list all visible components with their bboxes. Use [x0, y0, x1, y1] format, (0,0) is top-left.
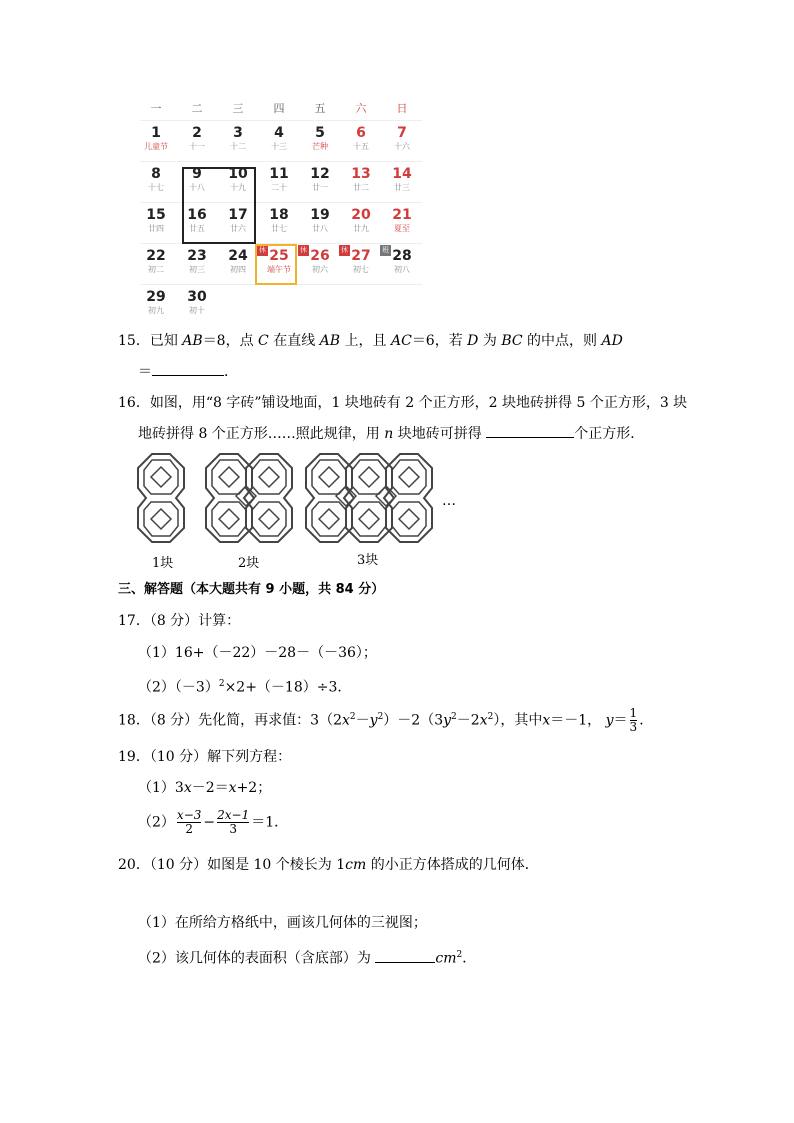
- calendar-day-number: 8: [151, 166, 161, 182]
- calendar-day-lunar: 廿四: [148, 224, 164, 233]
- calendar-day: [218, 124, 258, 164]
- calendar-day-lunar: 端午节: [267, 265, 291, 274]
- q17-head: 17．（8 分）计算：: [118, 613, 241, 629]
- q15-line2: ＝ ．: [138, 361, 238, 382]
- calendar-weekday: 五: [314, 102, 326, 115]
- calendar-day-lunar: 十六: [394, 142, 410, 151]
- calendar-image: [136, 94, 426, 322]
- calendar-day-number: 5: [315, 125, 325, 141]
- calendar-day-lunar: 廿八: [312, 224, 328, 233]
- calendar-day-lunar: 廿三: [394, 183, 410, 192]
- q18-fraction: $\frac{1}{3}$: [629, 706, 638, 735]
- q20-answer-blank[interactable]: [375, 948, 435, 963]
- calendar-day-lunar: 廿二: [353, 183, 369, 192]
- calendar-day-number: 11: [269, 166, 289, 182]
- calendar-day-tag: 休: [259, 246, 266, 254]
- q15-answer-blank[interactable]: [152, 361, 224, 376]
- calendar-day: [259, 165, 299, 205]
- calendar-day-number: 12: [310, 166, 330, 182]
- calendar-day-number: 16: [187, 207, 207, 223]
- calendar-day-lunar: 夏至: [394, 224, 410, 233]
- calendar-day-lunar: 初九: [148, 306, 164, 315]
- calendar-day-lunar: 十一: [189, 142, 205, 151]
- calendar-day: [341, 124, 381, 164]
- calendar-weekday: 一: [150, 102, 162, 115]
- calendar-day-number: 30: [187, 289, 207, 305]
- calendar-day-lunar: 十七: [148, 183, 164, 192]
- calendar-day-number: 24: [228, 248, 248, 264]
- q18-line: 18．（8 分）先化简，再求值：$3(2x^2-y^2)-2(3y^2-2x^2)$，其中x＝－1， y＝ $\frac{1}{3}$ ．: [118, 706, 654, 735]
- calendar-day: [300, 165, 340, 205]
- calendar-day-number: 13: [351, 166, 371, 182]
- q20-line: 20．（10 分）如图是 10 个棱长为 1cm 的小正方体搭成的几何体．: [118, 857, 539, 873]
- calendar-day: [218, 247, 258, 287]
- calendar-weekday: 日: [396, 102, 408, 115]
- tile-group-2: [206, 454, 292, 542]
- calendar-day: [300, 124, 340, 164]
- calendar-day: [341, 165, 381, 205]
- calendar-selection-box: [182, 167, 256, 244]
- calendar-day-lunar: 廿九: [353, 224, 369, 233]
- calendar-day-number: 22: [146, 248, 166, 264]
- calendar-day-lunar: 十八: [189, 183, 205, 192]
- calendar-day-number: 10: [228, 166, 248, 182]
- tile-caption-2: 2块: [238, 556, 260, 571]
- calendar-weekday: 三: [232, 102, 244, 115]
- calendar-day-lunar: 二十: [271, 183, 287, 192]
- calendar-day-number: 25: [269, 248, 289, 264]
- calendar-day: [136, 124, 176, 164]
- calendar-day-tag: 休: [300, 246, 307, 254]
- calendar-day: [382, 165, 422, 205]
- q15-line1: 15．已知 AB＝8，点 C 在直线 AB 上，且 AC＝6，若 D 为 BC 的中点，则 AD: [118, 333, 623, 349]
- calendar-day: [136, 165, 176, 205]
- calendar-day-number: 28: [392, 248, 412, 264]
- tile-group-3: [306, 454, 432, 542]
- q17-part2: $(2)(-3)^2\times 2+(-18)\div 3$．: [138, 679, 352, 696]
- calendar-day-number: 7: [397, 125, 407, 141]
- calendar-day-tag: 休: [341, 246, 348, 254]
- calendar-day-number: 3: [233, 125, 243, 141]
- q19-part2: （2） $\frac{x-3}{2}$ − $\frac{2x-1}{3}$ ＝1．: [138, 808, 289, 836]
- calendar-day: [341, 206, 381, 246]
- tile-figure: [130, 452, 470, 548]
- calendar-day: [136, 206, 176, 246]
- calendar-day-number: 27: [351, 248, 371, 264]
- q19-fraction-2: $\frac{2x-1}{3}$: [217, 808, 250, 836]
- calendar-day-number: 17: [228, 207, 248, 223]
- calendar-weekday: 二: [191, 102, 203, 115]
- calendar-row-divider: [140, 120, 422, 121]
- calendar-day-lunar: 初四: [230, 265, 246, 274]
- calendar-day: [300, 247, 340, 287]
- calendar-day: [382, 206, 422, 246]
- calendar-day: [259, 206, 299, 246]
- calendar-day-lunar: 初六: [312, 265, 328, 274]
- calendar-day: [177, 247, 217, 287]
- calendar-day-lunar: 初七: [353, 265, 369, 274]
- calendar-day-number: 21: [392, 207, 412, 223]
- calendar-day-number: 2: [192, 125, 202, 141]
- calendar-day-lunar: 廿一: [312, 183, 328, 192]
- q16-answer-blank[interactable]: [486, 423, 574, 438]
- calendar-day-number: 20: [351, 207, 371, 223]
- calendar-day-number: 6: [356, 125, 366, 141]
- calendar-day-number: 1: [151, 125, 161, 141]
- calendar-day-lunar: 十五: [353, 142, 369, 151]
- calendar-day: [382, 247, 422, 287]
- tile-group-1: [138, 454, 184, 542]
- q16-line2: 地砖拼得 8 个正方形……照此规律，用 n 块地砖可拼得 个正方形．: [138, 423, 644, 444]
- calendar-day-lunar: 儿童节: [144, 142, 168, 151]
- calendar-weekday: 四: [273, 102, 285, 115]
- calendar-day-number: 14: [392, 166, 412, 182]
- q19-fraction-1: $\frac{x-3}{2}$: [176, 808, 202, 836]
- calendar-day-number: 9: [192, 166, 202, 182]
- tile-caption-3: 3块: [357, 553, 379, 568]
- q16-line1: 16．如图，用“8 字砖”铺设地面，1 块地砖有 2 个正方形，2 块地砖拼得 5 个正方形，3 块: [118, 395, 688, 411]
- calendar-weekday: 六: [355, 102, 367, 115]
- calendar-day-lunar: 廿五: [189, 224, 205, 233]
- calendar-day-number: 18: [269, 207, 289, 223]
- section-3-title: 三、解答题（本大题共有 9 小题，共 84 分）: [118, 582, 385, 597]
- calendar-day-lunar: 初十: [189, 306, 205, 315]
- calendar-day-lunar: 初八: [394, 265, 410, 274]
- calendar-day-tag: 班: [382, 246, 389, 254]
- q20-part1: （1）在所给方格纸中，画该几何体的三视图；: [138, 915, 427, 931]
- tile-ellipsis: …: [442, 493, 456, 509]
- calendar-day: [136, 247, 176, 287]
- calendar-day: [177, 124, 217, 164]
- calendar-day: [259, 124, 299, 164]
- calendar-day-number: 29: [146, 289, 166, 305]
- calendar-day-number: 15: [146, 207, 166, 223]
- calendar-day-lunar: 初三: [189, 265, 205, 274]
- calendar-day-lunar: 十三: [271, 142, 287, 151]
- q17-part1: （1）16+（－22）－28－（－36）；: [138, 645, 377, 661]
- calendar-day-lunar: 廿七: [271, 224, 287, 233]
- q20-part2: （2）该几何体的表面积（含底部）为 $cm^2$．: [138, 945, 476, 969]
- tile-caption-1: 1块: [152, 556, 174, 571]
- calendar-day-number: 19: [310, 207, 330, 223]
- calendar-day-lunar: 廿六: [230, 224, 246, 233]
- calendar-day-lunar: 芒种: [312, 142, 328, 151]
- calendar-day-number: 23: [187, 248, 207, 264]
- calendar-highlight-box: [255, 244, 297, 285]
- calendar-day-lunar: 十二: [230, 142, 246, 151]
- q19-part1: （1）3x－2＝x+2；: [138, 780, 272, 796]
- calendar-day: [341, 247, 381, 287]
- calendar-day: [136, 288, 176, 328]
- calendar-day: [300, 206, 340, 246]
- calendar-day-lunar: 十九: [230, 183, 246, 192]
- calendar-day-number: 26: [310, 248, 330, 264]
- calendar-day: [382, 124, 422, 164]
- calendar-day: [177, 288, 217, 328]
- calendar-day-lunar: 初二: [148, 265, 164, 274]
- calendar-day-number: 4: [274, 125, 284, 141]
- q19-head: 19．（10 分）解下列方程：: [118, 749, 292, 765]
